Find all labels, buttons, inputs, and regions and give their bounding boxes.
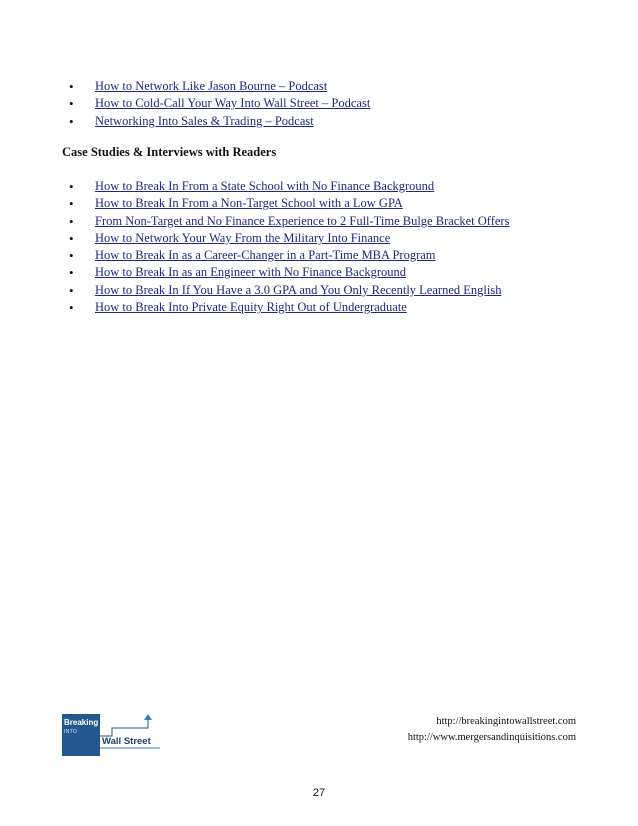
- list-item: [95, 282, 509, 299]
- case-link-3-gpa-english[interactable]: How to Break In If You Have a 3.0 GPA and You Only Recently Learned English: [95, 282, 502, 297]
- breaking-into-wall-street-logo: [62, 714, 162, 756]
- page-number: 27: [312, 787, 326, 799]
- logo-text-into: INTO: [64, 729, 78, 735]
- list-item: [95, 95, 370, 112]
- podcast-link-sales-trading[interactable]: Networking Into Sales & Trading – Podcast: [95, 113, 314, 128]
- case-study-link-list: [95, 178, 509, 316]
- case-link-bulge-bracket-offers[interactable]: From Non-Target and No Finance Experience to 2 Full-Time Bulge Bracket Offers: [95, 213, 510, 228]
- case-link-private-equity[interactable]: How to Break Into Private Equity Right Out of Undergraduate: [95, 300, 407, 315]
- case-link-engineer[interactable]: How to Break In as an Engineer with No Finance Background: [95, 265, 407, 280]
- section-heading: Case Studies & Interviews with Readers: [62, 145, 277, 159]
- case-link-state-school[interactable]: How to Break In From a State School with No Finance Background: [95, 179, 435, 193]
- podcast-link-list: [95, 78, 370, 130]
- logo-text-wall-street: Wall Street: [102, 736, 151, 747]
- list-item: [95, 78, 370, 95]
- list-item: [95, 264, 509, 281]
- case-link-part-time-mba[interactable]: How to Break In as a Career-Changer in a Part-Time MBA Program: [95, 248, 436, 263]
- list-item: [95, 178, 509, 195]
- podcast-link-cold-call[interactable]: How to Cold-Call Your Way Into Wall Street – Podcast: [95, 96, 371, 111]
- case-link-military[interactable]: How to Network Your Way From the Military Into Finance: [95, 230, 391, 245]
- footer-urls: [408, 714, 576, 746]
- list-item: [95, 113, 370, 130]
- footer-url-biws: http://breakingintowallstreet.com: [436, 716, 576, 727]
- list-item: [95, 247, 509, 264]
- list-item: [95, 230, 509, 247]
- logo-text-breaking: Breaking: [64, 718, 99, 727]
- list-item: [95, 213, 509, 230]
- podcast-link-jason-bourne[interactable]: How to Network Like Jason Bourne – Podcast: [95, 79, 328, 93]
- case-link-non-target-low-gpa[interactable]: How to Break In From a Non-Target School with a Low GPA: [95, 196, 403, 211]
- list-item: [95, 195, 509, 212]
- footer-url-mi: http://www.mergersandinquisitions.com: [407, 732, 576, 743]
- list-item: [95, 299, 509, 316]
